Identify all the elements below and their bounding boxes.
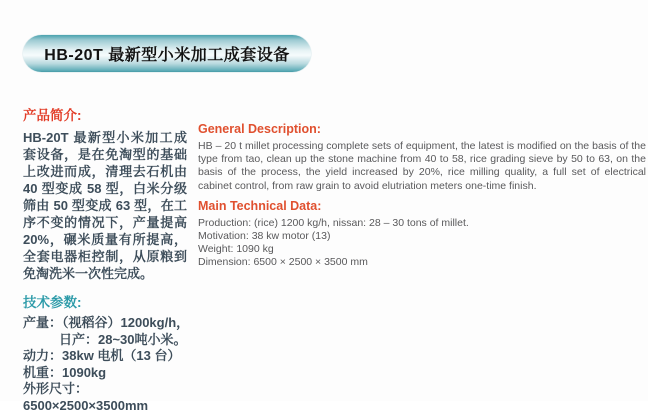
main-technical-data-heading: Main Technical Data: xyxy=(198,199,646,213)
param-line-dimension-value: 6500×2500×3500mm xyxy=(23,398,187,414)
page-title: HB-20T 最新型小米加工成套设备 xyxy=(44,42,289,65)
param-line-output: 产量：（视稻谷）1200kg/h， xyxy=(23,315,187,332)
param-line-dimension-label: 外形尺寸： xyxy=(23,381,187,398)
data-line-production: Production: (rice) 1200 kg/h, nissan: 28 – 30 tons of millet. xyxy=(198,217,646,230)
product-intro-section xyxy=(23,104,187,414)
general-description-paragraph: HB – 20 t millet processing complete sets of equipment, the latest is modified on the basis of the type from tao, clean up the stone machine from 40 to 58, rice grading sieve by 50 to 63, on the basis of the process, the yield increased by 20%, rice milling quality, a full set of electrical cabinet control, from raw grain to avoid elutriation meters one-time finish. xyxy=(198,140,646,193)
english-description-section xyxy=(198,122,646,269)
param-line-daily-output: 日产：28~30吨小米。 xyxy=(23,332,187,349)
general-description-heading: General Description: xyxy=(198,122,646,136)
data-line-motivation: Motivation: 38 kw motor (13) xyxy=(198,230,646,243)
title-banner xyxy=(23,35,311,72)
data-line-dimension: Dimension: 6500 × 2500 × 3500 mm xyxy=(198,256,646,269)
param-line-weight: 机重：1090kg xyxy=(23,365,187,382)
tech-params-heading: 技术参数: xyxy=(23,291,187,311)
intro-heading: 产品简介: xyxy=(23,104,187,124)
param-line-power: 动力：38kw 电机（13 台） xyxy=(23,348,187,365)
intro-paragraph: HB-20T 最新型小米加工成套设备，是在免淘型的基础上改进而成，清理去石机由 40 型变成 58 型，白米分级筛由 50 型变成 63 型，在工序不变的情况下，产量提高 20%，碾米质量有所提高，全套电器柜控制，从原粮到免淘洗米一次性完成。 xyxy=(23,129,187,282)
data-line-weight: Weight: 1090 kg xyxy=(198,243,646,256)
